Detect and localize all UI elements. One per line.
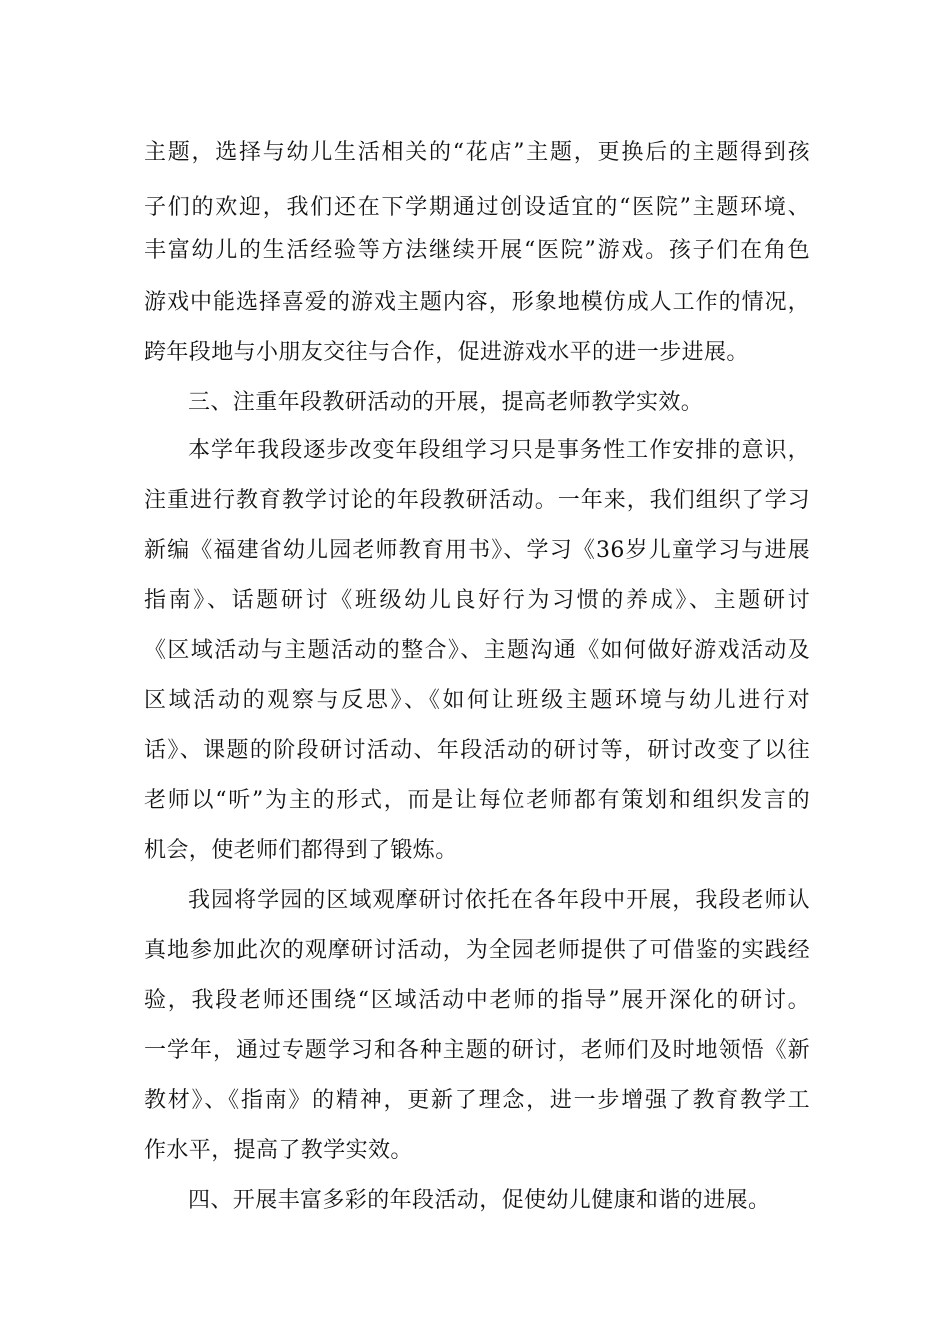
paragraph-line: 《区域活动与主题活动的整合》、主题沟通《如何做好游戏活动及: [144, 638, 810, 663]
paragraph-line: 子们的欢迎，我们还在下学期通过创设适宜的“医院”主题环境、: [144, 195, 810, 220]
paragraph-line: 我园将学园的区域观摩研讨依托在各年段中开展，我段老师认: [188, 888, 810, 913]
section-heading: 三、注重年段教研活动的开展，提高老师教学实效。: [188, 390, 704, 415]
paragraph-line: 指南》、话题研讨《班级幼儿良好行为习惯的养成》、主题研讨: [144, 588, 810, 613]
paragraph-line: 跨年段地与小朋友交往与合作，促进游戏水平的进一步进展。: [144, 340, 749, 365]
paragraph-line: 话》、课题的阶段研讨活动、年段活动的研讨等，研讨改变了以往: [144, 738, 810, 763]
paragraph-line: 真地参加此次的观摩研讨活动，为全园老师提供了可借鉴的实践经: [144, 938, 810, 963]
paragraph-line: 教材》、《指南》的精神，更新了理念，进一步增强了教育教学工: [144, 1088, 810, 1113]
paragraph-line: 本学年我段逐步改变年段组学习只是事务性工作安排的意识，: [188, 438, 810, 463]
paragraph-line: 老师以“听”为主的形式，而是让每位老师都有策划和组织发言的: [144, 788, 810, 813]
paragraph-line: 新编《福建省幼儿园老师教育用书》、学习《36岁儿童学习与进展: [144, 538, 810, 563]
paragraph-line: 机会，使老师们都得到了锻炼。: [144, 838, 458, 863]
paragraph-line: 游戏中能选择喜爱的游戏主题内容，形象地模仿成人工作的情况，: [144, 290, 810, 315]
paragraph-line: 验，我段老师还围绕“区域活动中老师的指导”展开深化的研讨。: [144, 988, 810, 1013]
paragraph-line: 丰富幼儿的生活经验等方法继续开展“医院”游戏。孩子们在角色: [144, 238, 810, 263]
paragraph-line: 作水平，提高了教学实效。: [144, 1138, 413, 1163]
section-heading: 四、开展丰富多彩的年段活动，促使幼儿健康和谐的进展。: [188, 1188, 771, 1213]
paragraph-line: 主题，选择与幼儿生活相关的“花店”主题，更换后的主题得到孩: [144, 140, 810, 165]
paragraph-line: 注重进行教育教学讨论的年段教研活动。一年来，我们组织了学习: [144, 488, 810, 513]
paragraph-line: 一学年，通过专题学习和各种主题的研讨，老师们及时地领悟《新: [144, 1038, 810, 1063]
paragraph-line: 区域活动的观察与反思》、《如何让班级主题环境与幼儿进行对: [144, 688, 810, 713]
